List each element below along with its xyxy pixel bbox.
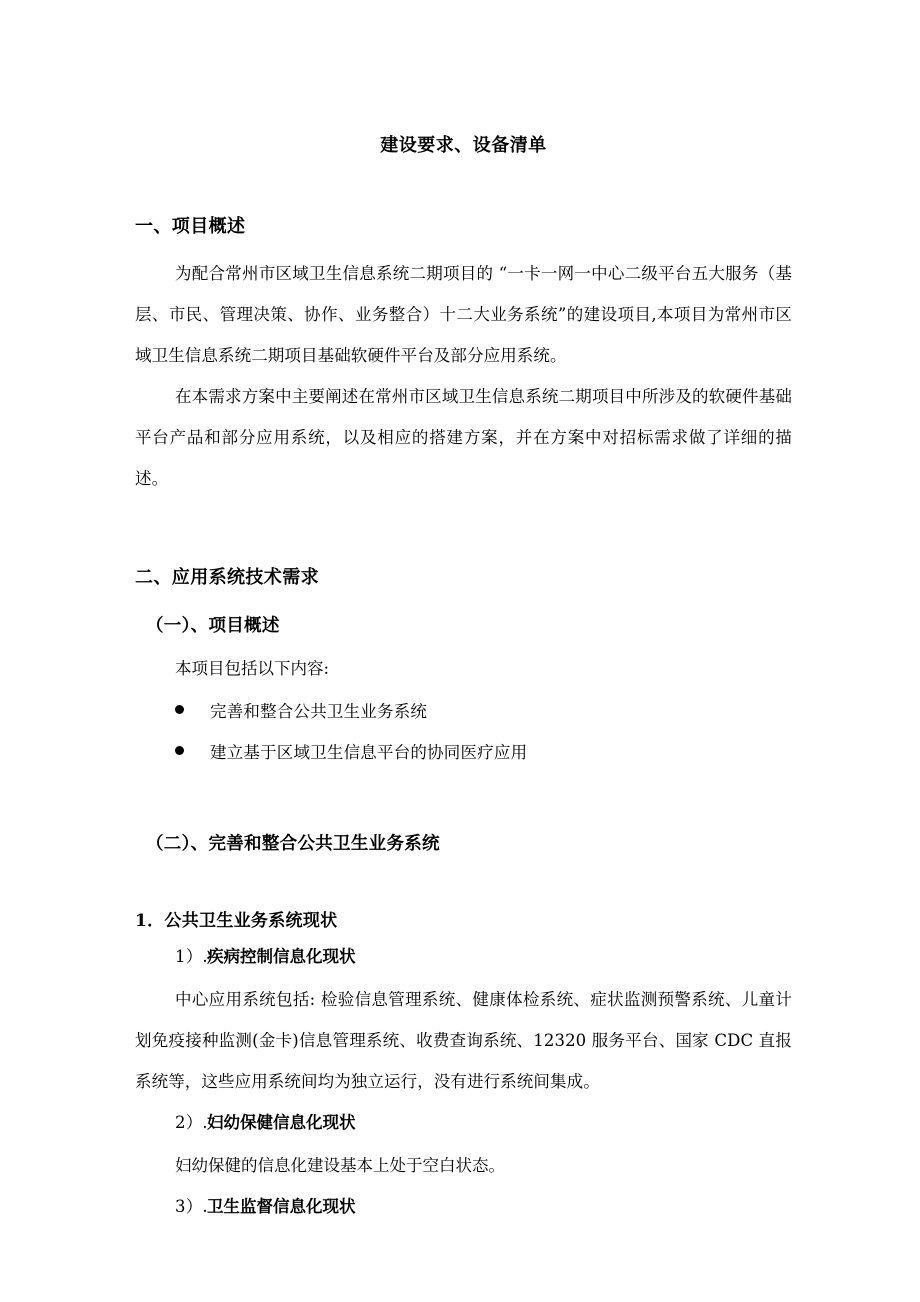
point-1-dot: . (202, 951, 207, 965)
point-2-body: 妇幼保健的信息化建设基本上处于空白状态。 (175, 1156, 505, 1175)
section-1-paragraph-1: 为配合常州市区域卫生信息系统二期项目的 “一卡一网一中心二级平台五大服务（基层、市民、管理决策、协作、业务整合）十二大业务系统”的建设项目,本项目为常州市区域卫生信息系统二期项目基础软硬件平台及部分应用系统。 (135, 264, 792, 365)
list-item (135, 691, 792, 732)
point-2-title: 妇幼保健信息化现状 (207, 1113, 356, 1132)
point-3-dot: . (202, 1201, 207, 1215)
heading-section-2: 二、应用系统技术需求 (135, 567, 319, 588)
list-item (135, 732, 792, 773)
section-1-paragraph-2: 在本需求方案中主要阐述在常州市区域卫生信息系统二期项目中所涉及的软硬件基础平台产品和部分应用系统，以及相应的搭建方案，并在方案中对招标需求做了详细的描述。 (135, 387, 792, 488)
heading-section-2-sub-a: （一）、项目概述 (146, 616, 280, 636)
point-1-number: 1） (175, 947, 203, 966)
point-3-number: 3） (175, 1197, 203, 1216)
heading-section-2-sub-b: （二）、完善和整合公共卫生业务系统 (146, 834, 440, 854)
heading-section-1: 一、项目概述 (135, 216, 246, 237)
heading-point-3 (135, 1186, 792, 1229)
heading-point-2 (135, 1102, 792, 1145)
document-content (135, 0, 792, 1229)
point-1-title: 疾病控制信息化现状 (207, 947, 356, 966)
bullet-icon (175, 705, 184, 714)
heading-point-1 (135, 936, 792, 979)
list-item-label: 建立基于区域卫生信息平台的协同医疗应用 (210, 743, 528, 762)
point-3-title: 卫生监督信息化现状 (207, 1197, 356, 1216)
point-2-dot: . (202, 1117, 207, 1131)
point-2-number: 2） (175, 1113, 203, 1132)
bullet-icon (175, 746, 184, 755)
section-2-sub-a-lead: 本项目包括以下内容: (175, 659, 330, 678)
project-contents-list (135, 689, 792, 773)
heading-section-2-sub-b-item-1: 1．公共卫生业务系统现状 (135, 911, 338, 931)
point-1-body: 中心应用系统包括: 检验信息管理系统、健康体检系统、症状监测预警系统、儿童计划免疫接种监测(金卡)信息管理系统、收费查询系统、12320 服务平台、国家 CDC 直报系统等，这些应用系统间均为独立运行，没有进行系统间集成。 (135, 990, 792, 1091)
page-title: 建设要求、设备清单 (380, 135, 547, 156)
list-item-label: 完善和整合公共卫生业务系统 (210, 702, 428, 721)
